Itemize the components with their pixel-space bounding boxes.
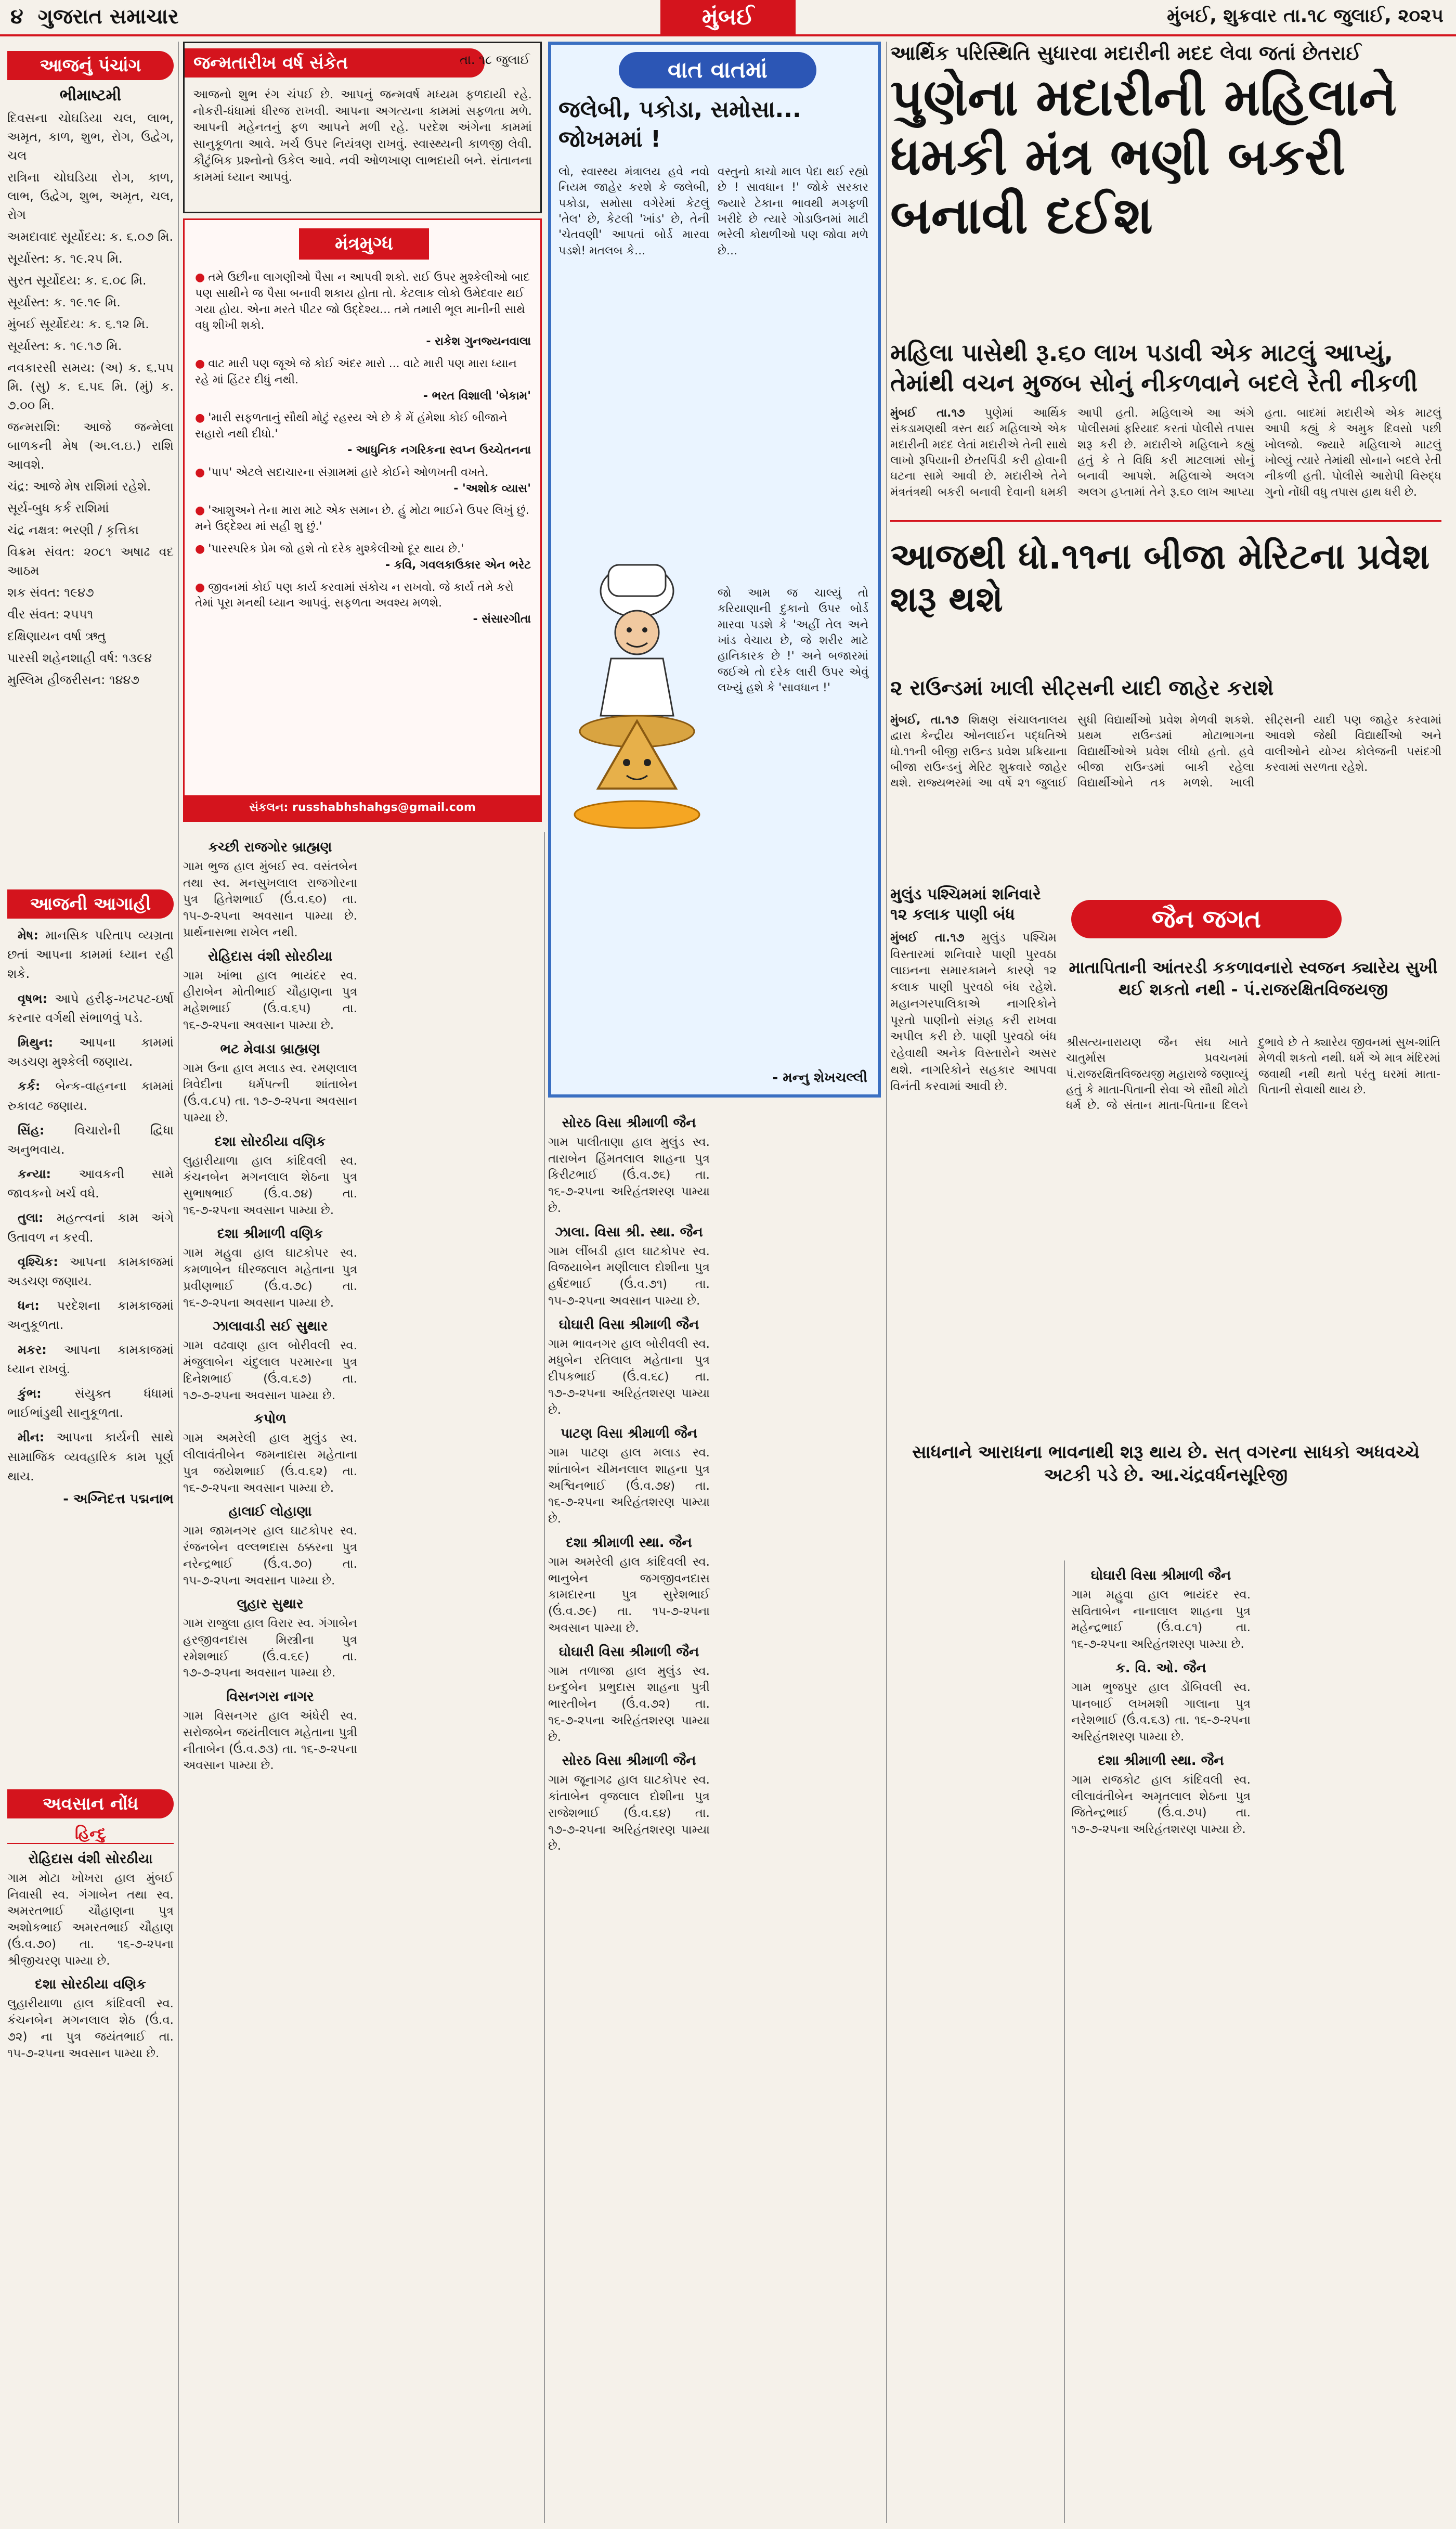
obit-heading: ક. વિ. ઓ. જૈન <box>1115 1660 1206 1676</box>
quote-text: 'મારી સફળતાનું સૌથી મોટું રહસ્ય એ છે કે મેં હંમેશા કોઈ બીજાને સહારો નથી દીધો.' <box>195 411 508 441</box>
vaatvaatma-text-right: વસ્તુનો કાચો માલ પેદા થઈ રહ્યો છે ! સાવધાન !' જોકે સરકાર જ્યારે ટેકાના ભાવથી મગફળી ખરીદે છે ત્યારે ગોડાઉનમાં માટી ભરેલી કોથળીઓ પણ જોવા મળે છે... <box>718 165 868 257</box>
quote-item <box>195 356 531 404</box>
janmatarikh-tab: જન્મતારીખ વર્ષ સંકેત <box>183 48 485 78</box>
obit-heading: રોહિદાસ વંશી સોરઠીયા <box>207 948 333 964</box>
obit-heading: ઘોઘારી વિસા શ્રીમાળી જૈન <box>558 1317 699 1333</box>
obituary-entry <box>548 1317 710 1419</box>
obit-heading: ઝાલાવાડી સઈ સુથાર <box>212 1319 328 1335</box>
obit-text: ગામ મોટા ખોખરા હાલ મુંબઈ નિવાસી સ્વ. ગંગાબેન તથા સ્વ. અમરતભાઈ ચૌહાણના પુત્ર અશોકભાઈ અમરતભાઈ ચૌહાણ (ઉં.વ.૭૦) તા. ૧૬-૭-૨૫ના શ્રીજીચરણ પામ્યા છે. <box>7 1872 174 1968</box>
obit-text: ગામ જામનગર હાલ ઘાટકોપર સ્વ. રંજનબેન વલ્લભદાસ ઠક્કરના પુત્ર નરેન્દ્રભાઈ (ઉં.વ.૭૦) તા. ૧૫-૭-૨૫ના અવસાન પામ્યા છે. <box>183 1524 357 1588</box>
obit-heading: વિસનગરા નાગર <box>226 1689 314 1705</box>
mantramugdh-tab: મંત્રમુગ્ધ <box>299 228 429 260</box>
quote-author: - સંસારગીતા <box>473 613 531 626</box>
pune-body <box>890 406 1441 515</box>
obituary-entry <box>183 1504 357 1589</box>
panchang-line: દિવસના ચોઘડિયા ચલ, લાભ, અમૃત, કાળ, શુભ, રોગ, ઉદ્વેગ, ચલ <box>7 111 174 163</box>
obit-heading: હાલાઈ લોહાણા <box>228 1504 312 1520</box>
dhoran11-subheadline: ૨ રાઉન્ડમાં ખાલી સીટ્સની યાદી જાહેર કરાશે <box>890 676 1274 700</box>
panchang-tab: આજનું પંચાંગ <box>7 51 174 80</box>
sign-text: માનસિક પરિતાપ વ્યગ્રતા છતાં આપના કામમાં ધ્યાન રહી શકે. <box>7 928 174 982</box>
avsan-section-left <box>7 1825 174 2522</box>
obit-text: ગામ રાજુલા હાલ વિરાર સ્વ. ગંગાબેન હરજીવનદાસ મિસ્ત્રીના પુત્ર રમેશભાઈ (ઉં.વ.૬૯) તા. ૧૭-૭-૨૫ના અવસાન પામ્યા છે. <box>183 1617 357 1680</box>
panchang-line: સૂર્યાસ્ત: ક. ૧૯.૧૯ મિ. <box>7 295 121 309</box>
quote-item <box>195 465 531 497</box>
newspaper-name: ગુજરાત સમાચાર <box>37 4 179 29</box>
obit-heading: ઘોઘારી વિસા શ્રીમાળી જૈન <box>558 1644 699 1660</box>
mantramugdh-footer: સંકલન: russhabhshahgs@gmail.com <box>185 795 540 820</box>
obit-heading: દશા સોરઠીયા વણિક <box>35 1977 146 1993</box>
obit-text: ગામ મહુવા હાલ ઘાટકોપર સ્વ. કમળાબેન ધીરજલાલ મહેતાના પુત્ર પ્રવીણભાઈ (ઉં.વ.૭૮) તા. ૧૬-૭-૨૫ના અવસાન પામ્યા છે. <box>183 1246 357 1310</box>
bullet-icon: ● <box>195 542 205 556</box>
horoscope-sign <box>7 1208 174 1247</box>
obituary-entry <box>183 1134 357 1219</box>
quote-item <box>195 410 531 458</box>
vaatvaatma-box <box>548 42 881 1098</box>
panchang-line: શક સંવત: ૧૯૪૭ <box>7 585 94 600</box>
obit-heading: દશા શ્રીમાળી સ્થા. જૈન <box>566 1534 692 1551</box>
janmatarikh-text: આજનો શુભ રંગ ચંપઈ છે. આપનું જન્મવર્ષ મધ્યમ ફળદાયી રહે. નોકરી-ધંધામાં ધીરજ રાખવી. આપના અગત્યના કામમાં સફળતા મળે. આપની મહેનતનું ફળ આપને મળી રહે. પરદેશ અંગેના કામમાં સાનુકૂળતા આવે. ખર્ચ ઉપર નિયંત્રણ રાખવું. સ્વાસ્થ્યની કાળજી લેવી. કૌટુંબિક પ્રશ્નોનો ઉકેલ આવે. નવી ઓળખાણ લાભદાયી બને. સંતાનના કામમાં ધ્યાન આપવું. <box>193 88 532 184</box>
horoscope-signature: - અગ્નિદત્ત પદ્મનાભ <box>63 1491 174 1507</box>
obituary-entry <box>183 1226 357 1311</box>
quote-list <box>195 270 531 634</box>
obituary-entry <box>183 1319 357 1404</box>
jain-jagat-tab: જૈન જગત <box>1071 900 1342 938</box>
horoscope-list <box>7 926 174 1486</box>
obit-heading: કચ્છી રાજગોર બ્રાહ્મણ <box>208 840 332 855</box>
dateline: મુંબઈ, શુક્રવાર તા.૧૮ જુલાઈ, ૨૦૨૫ <box>1167 5 1444 27</box>
quote-author: - 'અશોક વ્યાસ' <box>453 482 531 495</box>
sign-text: આપના કામમાં અડચણ મુશ્કેલી જણાય. <box>7 1035 174 1069</box>
bullet-icon: ● <box>195 504 205 518</box>
sign-name: કુંભ: <box>18 1386 75 1401</box>
panchang-line: નવકારસી સમય: (અ) ક. ૬.૫૫ મિ. (સુ) ક. ૬.૫૬ મિ. (મું) ક. ૭.૦૦ મિ. <box>7 360 174 412</box>
quote-author: - કવિ, ગવલકાઉકાર એન ભરેટ <box>385 558 531 572</box>
panchang-section <box>7 86 174 882</box>
sign-name: મેષ: <box>18 928 46 943</box>
obit-text: ગામ જૂનાગઢ હાલ ઘાટકોપર સ્વ. કાંતાબેન વૃજલાલ દોશીના પુત્ર રાજેશભાઈ (ઉં.વ.૬૪) તા. ૧૭-૭-૨૫ના અરિહંતશરણ પામ્યા છે. <box>548 1773 710 1853</box>
horoscope-sign <box>7 1033 174 1072</box>
sign-text: આપના કામકાજમાં અડચણ જણાય. <box>7 1254 174 1288</box>
obit-text: લુહારીયાળા હાલ કાંદિવલી સ્વ. કંચનબેન મગનલાલ શેઠના પુત્ર સુભાષભાઈ (ઉં.વ.૭૪) તા. ૧૬-૭-૨૫ના અવસાન પામ્યા છે. <box>183 1154 357 1217</box>
obit-text: ગામ વઢવાણ હાલ બોરીવલી સ્વ. મંજુલાબેન ચંદુલાલ પરમારના પુત્ર દિનેશભાઈ (ઉં.વ.૬૭) તા. ૧૭-૭-૨૫ના અવસાન પામ્યા છે. <box>183 1339 357 1402</box>
obituary-entry <box>183 1041 357 1127</box>
obit-text: ગામ ભાવનગર હાલ બોરીવલી સ્વ. મધુબેન રતિલાલ મહેતાના પુત્ર દીપકભાઈ (ઉં.વ.૬૮) તા. ૧૭-૭-૨૫ના અરિહંતશરણ પામ્યા છે. <box>548 1337 710 1417</box>
obit-text: ગામ અમરેલી હાલ મુલુંડ સ્વ. લીલાવંતીબેન જમનાદાસ મહેતાના પુત્ર જયેશભાઈ (ઉં.વ.૬૨) તા. ૧૬-૭-૨૫ના અવસાન પામ્યા છે. <box>183 1431 357 1495</box>
obit-text: ગામ ભુજ હાલ મુંબઈ સ્વ. વસંતબેન તથા સ્વ. મનસુખલાલ રાજગોરના પુત્ર હિતેશભાઈ (ઉં.વ.૬૦) તા. ૧૫-૭-૨૫ના અવસાન પામ્યા છે. પ્રાર્થનાસભા રાખેલ નથી. <box>183 860 357 939</box>
quote-text: તમે ઉછીના લાગણીઓ પૈસા ન આપવી શકો. રાઈ ઉપર મુશ્કેલીઓ બાદ પણ સાથીને જ પૈસા બનાવી શકાય હોતા તો. કેટલાક લોકો ઉમેદવાર થઈ ગયા હોય. એના મરતે પીટર જો ઉદ્દેશ્ય... તમે તમારી ભૂલ માનીની સાથે વધુ શીખી શકો. <box>195 271 530 332</box>
bullet-icon: ● <box>195 411 205 425</box>
vaatvaatma-text-bottom: જો આમ જ ચાલ્યું તો કરિયાણાની દુકાનો ઉપર બોર્ડ મારવા પડશે કે 'અહીં તેલ અને ખાંડ વેચાય છે, જે શરીર માટે હાનિકારક છે !' અને બજારમાં જઈએ તો દરેક લારી ઉપર એવું લખ્યું હશે કે 'સાવધાન !' <box>718 587 868 695</box>
horoscope-sign <box>7 926 174 984</box>
panchang-line: રાત્રિના ચોઘડિયા રોગ, કાળ, લાભ, ઉદ્વેગ, શુભ, અમૃત, ચલ, રોગ <box>7 170 174 222</box>
sign-text: વિચારોની દ્વિધા અનુભવાય. <box>7 1122 174 1157</box>
sign-name: વૃષભ: <box>18 991 55 1006</box>
sign-name: મિથુન: <box>18 1035 80 1050</box>
obituary-entry <box>548 1644 710 1746</box>
panchang-line: મુસ્લિમ હીજરીસન: ૧૪૪૭ <box>7 673 140 687</box>
vaatvaatma-tab: વાત વાતમાં <box>619 52 816 88</box>
obit-text: ગામ ઉના હાલ મલાડ સ્વ. રમણલાલ ત્રિવેદીના ધર્મપત્ની શાંતાબેન (ઉં.વ.૮૫) તા. ૧૭-૭-૨૫ના અવસાન પામ્યા છે. <box>183 1061 357 1125</box>
sign-text: આપના કામકાજમાં ધ્યાન રાખવું. <box>7 1342 174 1376</box>
sign-name: મકર: <box>18 1342 64 1357</box>
vaatvaatma-text-left: લો, સ્વાસ્થ્ય મંત્રાલય હવે નવો નિયમ જાહેર કરશે કે જલેબી, પકોડા, સમોસા વગેરેમાં કેટલું 'તેલ' છે, કેટલી 'ખાંડ' છે, તેની 'ચેતવણી' આપતાં બોર્ડ મારવા પડશે! મતલબ કે... <box>558 165 709 257</box>
obit-text: ગામ અમરેલી હાલ કાંદિવલી સ્વ. ભાનુબેન જગજીવનદાસ કામદારના પુત્ર સુરેશભાઈ (ઉં.વ.૭૯) તા. ૧૫-૭-૨૫ના અવસાન પામ્યા છે. <box>548 1555 710 1635</box>
pune-headline: પુણેના મદારીની મહિલાને ધમકી મંત્ર ભણી બકરી બનાવી દઈશ <box>890 69 1397 246</box>
panchang-line: સૂર્યાસ્ત: ક. ૧૯.૨૫ મિ. <box>7 251 123 266</box>
edition-label: મુંબઈ <box>660 0 796 34</box>
obit-heading: રોહિદાસ વંશી સોરઠીયા <box>28 1851 153 1867</box>
sign-name: સિંહ: <box>18 1122 75 1138</box>
bullet-icon: ● <box>195 357 205 370</box>
quote-text: 'પાપ' એટલે સદાચારના સંગ્રામમાં હારે કોઈને ઓળખતી વખતે. <box>208 466 489 479</box>
masthead <box>0 0 1456 36</box>
dhoran11-headline: આજથી ધો.૧૧ના બીજા મેરિટના પ્રવેશ શરૂ થશે <box>890 536 1430 620</box>
page-header-left <box>10 4 179 29</box>
obit-text: ગામ મહુવા હાલ ભાયંદર સ્વ. સવિતાબેન નાનાલાલ શાહના પુત્ર મહેન્દ્રભાઈ (ઉં.વ.૮૧) તા. ૧૬-૭-૨૫ના અરિહંતશરણ પામ્યા છે. <box>1071 1588 1251 1651</box>
mulund-text: મુલુંડ પશ્ચિમ વિસ્તારમાં શનિવારે પાણી પુરવઠા લાઇનના સમારકામને કારણે ૧૨ કલાક પાણી પુરવઠો બંધ રહેશે. મહાનગરપાલિકાએ નાગરિકોને પૂરતો પાણીનો સંગ્રહ કરી રાખવા અપીલ કરી છે. પાણી પુરવઠો બંધ રહેવાથી અનેક વિસ્તારોને અસર થશે. નાગરિકોને સહકાર આપવા વિનંતી કરવામાં આવી છે. <box>890 931 1057 1093</box>
quote-author: - રાકેશ ગુનજ્યનવાલા <box>426 335 531 349</box>
obit-text: ગામ પાટણ હાલ મલાડ સ્વ. શાંતાબેન ચીમનલાલ શાહના પુત્ર અશ્વિનભાઈ (ઉં.વ.૭૪) તા. ૧૬-૭-૨૫ના અરિહંતશરણ પામ્યા છે. <box>548 1446 710 1526</box>
right-obituary-columns <box>1071 1560 1440 2523</box>
obituary-entry <box>1071 1753 1251 1838</box>
obituary-columns <box>183 832 542 2523</box>
panchang-line: વિક્રમ સંવત: ૨૦૮૧ અષાઢ વદ આઠમ <box>7 545 174 578</box>
sign-name: કર્ક: <box>18 1079 56 1094</box>
obit-heading: દશા શ્રીમાળી સ્થા. જૈન <box>1098 1752 1224 1769</box>
pune-kicker: આર્થિક પરિસ્થિતિ સુધારવા મદારીની મદદ લેવા જતાં છેતરાઈ <box>890 42 1361 64</box>
mulund-dateline: મુંબઈ તા.૧૭ <box>890 931 965 945</box>
obit-heading: ભટ મેવાડા બ્રાહ્મણ <box>220 1041 320 1057</box>
horoscope-sign <box>7 1428 174 1486</box>
obituary-entry <box>183 1596 357 1682</box>
quote-text: 'પારસ્પરિક પ્રેમ જો હશે તો દરેક મુશ્કેલીઓ દૂર થાય છે.' <box>208 542 464 556</box>
panchang-line: ચંદ્ર નક્ષત્ર: ભરણી / કૃત્તિકા <box>7 523 139 537</box>
obituary-entry <box>183 840 357 941</box>
sign-text: આપે હરીફ-ખટપટ-ઇર્ષા કરનાર વર્ગથી સંભાળવું પડે. <box>7 991 174 1025</box>
panchang-line: સૂર્ય-બુધ કર્ક રાશિમાં <box>7 501 109 515</box>
jain-samvedana-headline: સાધનાને આરાધના ભાવનાથી શરૂ થાય છે. સત્ વગરના સાધકો અધવચ્ચે અટકી પડે છે. આ.ચંદ્રવર્ધનસૂરિજી <box>912 1442 1420 1486</box>
panchang-line: સૂર્યાસ્ત: ક. ૧૯.૧૭ મિ. <box>7 339 122 353</box>
sign-text: મહત્ત્વનાં કામ અંગે ઉતાવળ ન કરવી. <box>7 1210 174 1245</box>
panchang-line: મુંબઈ સૂર્યોદય: ક. ૬.૧૨ મિ. <box>7 317 149 331</box>
horoscope-sign <box>7 989 174 1028</box>
panchang-line: અમદાવાદ સૂર્યોદય: ક. ૬.૦૭ મિ. <box>7 229 174 244</box>
horoscope-sign <box>7 1165 174 1203</box>
obit-text: લુહારીયાળા હાલ કાંદિવલી સ્વ. કંચનબેન મગનલાલ શેઠ (ઉં.વ. ૭૨) ના પુત્ર જયંતભાઈ તા. ૧૫-૭-૨૫ના અવસાન પામ્યા છે. <box>7 1997 174 2060</box>
obit-text: ગામ ખાંભા હાલ ભાયંદર સ્વ. હીરાબેન મોતીભાઈ ચૌહાણના પુત્ર મહેશભાઈ (ઉં.વ.૬૫) તા. ૧૬-૭-૨૫ના અવસાન પામ્યા છે. <box>183 969 357 1032</box>
panchang-line: જન્મરાશિ: આજે જન્મેલા બાળકની મેષ (અ.લ.ઇ.) રાશિ આવશે. <box>7 420 174 472</box>
aagahi-section <box>7 926 174 1779</box>
vaatvaatma-headline: જલેબી, પકોડા, સમોસા... જોખમમાં ! <box>558 96 801 153</box>
obituary-entry <box>548 1535 710 1637</box>
bullet-icon: ● <box>195 580 205 594</box>
obituary-entry <box>548 1115 710 1217</box>
obit-heading: સોરઠ વિસા શ્રીમાળી જૈન <box>562 1115 696 1131</box>
sign-name: કન્યા: <box>18 1167 79 1182</box>
quote-author: - ભરત વિશાલી 'બેકામ' <box>423 389 531 403</box>
horoscope-sign <box>7 1296 174 1335</box>
column-divider <box>1064 1560 1065 2523</box>
quote-item <box>195 580 531 628</box>
obituary-entry <box>183 1411 357 1496</box>
page-number: ૪ <box>10 5 23 29</box>
sign-text: પરદેશના કામકાજમાં અનુકૂળતા. <box>7 1298 174 1333</box>
obit-text: ગામ લીંબડી હાલ ઘાટકોપર સ્વ. વિજયાબેન મણીલાલ દોશીના પુત્ર હર્ષદભાઈ (ઉં.વ.૭૧) તા. ૧૫-૭-૨૫ના અવસાન પામ્યા છે. <box>548 1244 710 1308</box>
jain-obituary-columns <box>548 1108 881 2523</box>
jain-headline: માતાપિતાની આંતરડી કકળાવનારો સ્વજન ક્યારેય સુખી થઈ શકતો નથી - પં.રાજરક્ષિતવિજયજી <box>1069 958 1438 999</box>
panchang-line: વીર સંવત: ૨૫૫૧ <box>7 607 94 622</box>
sign-text: સંયુક્ત ધંધામાં ભાઈભાંડુથી સાનુકૂળતા. <box>7 1386 174 1421</box>
obituary-entry <box>548 1426 710 1528</box>
divider <box>890 520 1441 522</box>
jain-body: શ્રીસત્યનારાયણ જૈન સંઘ ખાતે ચાતુર્માસ પ્રવચનમાં પં.રાજરક્ષિતવિજયજી મહારાજે જણાવ્યું હતું કે માતા-પિતાની સેવા એ સૌથી મોટો ધર્મ છે. જે સંતાન માતા-પિતાના દિલને દુભાવે છે તે ક્યારેય જીવનમાં સુખ-શાંતિ મેળવી શકતો નથી. ધર્મ એ માત્ર મંદિરમાં જવાથી નથી થતો પરંતુ ઘરમાં માતા-પિતાની સેવાથી થાય છે. <box>1066 1036 1440 1113</box>
obituary-entry <box>1071 1568 1251 1653</box>
panchang-title: ભીમાષ્ટમી <box>59 86 122 105</box>
horoscope-sign <box>7 1253 174 1291</box>
sign-text: બેન્ક-વાહનના કામમાં રુકાવટ જણાય. <box>7 1079 174 1113</box>
pune-subheadline: મહિલા પાસેથી રૂ.૬૦ લાખ પડાવી એક માટલું આપ્યું, તેમાંથી વચન મુજબ સોનું નીકળવાને બદલે રેતી નીકળી <box>890 339 1418 397</box>
dhoran11-dateline: મુંબઈ, તા.૧૭ <box>890 714 959 727</box>
pune-dateline: મુંબઈ તા.૧૭ <box>890 407 965 420</box>
avsan-category: હિન્દુ <box>7 1825 174 1844</box>
sign-name: ધન: <box>18 1298 57 1313</box>
panchang-line: દક્ષિણાયન વર્ષા ઋતુ <box>7 629 106 643</box>
obituary-entry <box>1071 1660 1251 1746</box>
horoscope-sign <box>7 1340 174 1379</box>
quote-item <box>195 503 531 535</box>
janmatarikh-box <box>183 42 542 213</box>
quote-text: 'આશુઅને તેના મારા માટે એક સમાન છે. હું મોટા ભાઈને ઉપર લિખું છું. મને ઉદ્દેશ્ય માં સહી શુ છું.' <box>195 504 529 534</box>
column-divider <box>178 42 179 2523</box>
sign-text: આવકની સામે જાવકનો ખર્ચ વધે. <box>7 1167 174 1201</box>
quote-author: - આધુનિક નગરિકના સ્વપ્ન ઉચ્ચેતનના <box>347 443 531 457</box>
mulund-headline: મુલુંડ પશ્ચિમમાં શનિવારે ૧૨ કલાક પાણી બંધ <box>890 885 1041 924</box>
obit-heading: દશા સોરઠીયા વણિક <box>214 1133 326 1150</box>
obit-text: ગામ રાજકોટ હાલ કાંદિવલી સ્વ. લીલાવંતીબેન અમૃતલાલ શેઠના પુત્ર જિતેન્દ્રભાઈ (ઉં.વ.૭૫) તા. ૧૭-૭-૨૫ના અરિહંતશરણ પામ્યા છે. <box>1071 1773 1251 1837</box>
vaatvaatma-signature: - મન્નુ શેખચલ્લી <box>772 1070 867 1086</box>
obit-text: ગામ વિસનગર હાલ અંધેરી સ્વ. સરોજબેન જયંતીલાલ મહેતાના પુત્રી નીતાબેન (ઉં.વ.૭૩) તા. ૧૬-૭-૨૫ના અવસાન પામ્યા છે. <box>183 1709 357 1773</box>
obituary-entry <box>183 949 357 1034</box>
aagahi-tab: આજની આગાહી <box>7 889 174 919</box>
obit-heading: ઝાલા. વિસા શ્રી. સ્થા. જૈન <box>555 1224 703 1240</box>
column-divider <box>886 42 887 2523</box>
mantramugdh-box <box>183 218 542 822</box>
horoscope-sign <box>7 1077 174 1115</box>
obit-heading: સોરઠ વિસા શ્રીમાળી જૈન <box>562 1753 696 1769</box>
panchang-line: સુરત સૂર્યોદય: ક. ૬.૦૮ મિ. <box>7 273 147 288</box>
pune-text: પુણેમાં આર્થિક સંકડામણથી ત્રસ્ત થઈ મહિલાએ એક મદારીની મદદ લેતાં મદારીએ તેની સાથે લાખો રૂપિયાની છેતરપિંડી કરી હોવાની ઘટના સામે આવી છે. મદારીએ તેને મંત્રતંત્રથી બકરી બનાવી દેવાની ધમકી આપી હતી. મહિલાએ આ અંગે પોલીસમાં ફરિયાદ કરતાં પોલીસે તપાસ શરૂ કરી છે. મદારીએ મહિલાને કહ્યું હતું કે તે વિધિ કરી માટલામાં સોનું બનાવી આપશે. મહિલાએ અલગ અલગ હપ્તામાં તેને રૂ.૬૦ લાખ આપ્યા હતા. બાદમાં મદારીએ એક માટલું આપી કહ્યું કે અમુક દિવસો પછી ખોલજો. જ્યારે મહિલાએ માટલું ખોલ્યું ત્યારે તેમાંથી સોનાને બદલે રેતી નીકળી હતી. પોલીસે આરોપી વિરુદ્ધ ગુનો નોંધી વધુ તપાસ હાથ ધરી છે. <box>890 407 1441 499</box>
obit-text: ગામ ભુજપુર હાલ ડોંબિવલી સ્વ. પાનબાઈ લખમશી ગાલાના પુત્ર નરેશભાઈ (ઉં.વ.૬૩) તા. ૧૬-૭-૨૫ના અરિહંતશરણ પામ્યા છે. <box>1071 1680 1251 1744</box>
quote-text: જીવનમાં કોઈ પણ કાર્ય કરવામાં સંકોચ ન રાખવો. જે કાર્ય તમે કરો તેમાં પૂરા મનથી ધ્યાન આપવું. સફળતા અવશ્ય મળશે. <box>195 580 514 610</box>
janmatarikh-date: તા. ૧૮ જુલાઈ <box>460 53 530 67</box>
bullet-icon: ● <box>195 466 205 479</box>
obit-heading: ઘોઘારી વિસા શ્રીમાળી જૈન <box>1090 1568 1231 1583</box>
obituary-entry <box>183 1689 357 1774</box>
obit-heading: લુહાર સુથાર <box>237 1596 304 1612</box>
obit-heading: પાટણ વિસા શ્રીમાળી જૈન <box>561 1426 697 1442</box>
horoscope-sign <box>7 1121 174 1159</box>
samosa-cartoon-icon <box>562 544 712 835</box>
quote-item <box>195 270 531 350</box>
obit-heading: દશા શ્રીમાળી વણિક <box>217 1226 323 1242</box>
dhoran11-body <box>890 713 1441 879</box>
panchang-line: પારસી શહેનશાહી વર્ષ: ૧૩૯૪ <box>7 651 152 665</box>
obit-heading: કપોળ <box>254 1411 287 1427</box>
obituary-entry <box>548 1224 710 1310</box>
obit-text: ગામ પાલીતાણા હાલ મુલુંડ સ્વ. તારાબેન હિંમતલાલ શાહના પુત્ર કિરીટભાઈ (ઉં.વ.૭૬) તા. ૧૬-૭-૨૫ના અરિહંતશરણ પામ્યા છે. <box>548 1136 710 1215</box>
horoscope-sign <box>7 1384 174 1423</box>
sign-name: વૃશ્ચિક: <box>18 1254 70 1269</box>
obit-text: ગામ તળાજા હાલ મુલુંડ સ્વ. ઇન્દુબેન પ્રભુદાસ શાહના પુત્રી ભારતીબેન (ઉં.વ.૭૨) તા. ૧૬-૭-૨૫ના અરિહંતશરણ પામ્યા છે. <box>548 1664 710 1744</box>
dhoran11-text: શિક્ષણ સંચાલનાલય દ્વારા કેન્દ્રીય ઓનલાઈન પદ્ધતિએ ધો.૧૧ની બીજી રાઉન્ડ પ્રવેશ પ્રક્રિયાના બીજા રાઉન્ડનું મેરિટ શુક્રવારે જાહેર થશે. રાજ્યભરમાં આ વર્ષે ૨૧ જુલાઈ સુધી વિદ્યાર્થીઓ પ્રવેશ મેળવી શકશે. પ્રથમ રાઉન્ડમાં મોટાભાગના વિદ્યાર્થીઓએ પ્રવેશ લીધો હતો. હવે બીજા રાઉન્ડમાં બાકી રહેલા વિદ્યાર્થીઓને તક મળશે. ખાલી સીટ્સની યાદી પણ જાહેર કરવામાં આવશે જેથી વિદ્યાર્થીઓ અને વાલીઓને યોગ્ય કોલેજની પસંદગી કરવામાં સરળતા રહેશે. <box>890 714 1441 790</box>
column-divider <box>544 832 545 2523</box>
sign-name: મીન: <box>18 1430 57 1445</box>
avsan-tab: અવસાન નોંધ <box>7 1789 174 1818</box>
obituary-entry <box>548 1753 710 1855</box>
bullet-icon: ● <box>195 271 205 284</box>
panchang-lines <box>7 109 174 689</box>
sign-text: આપના કાર્યની સાથે સામાજિક વ્યવહારિક કામ પૂર્ણ થાય. <box>7 1430 174 1483</box>
mulund-story <box>890 884 1057 1420</box>
sign-name: તુલા: <box>18 1210 57 1225</box>
quote-item <box>195 541 531 574</box>
panchang-line: ચંદ્ર: આજે મેષ રાશિમાં રહેશે. <box>7 479 151 494</box>
quote-text: વાટ મારી પણ જૂએ જે કોઈ અંદર મારો ... વાટે મારી પણ મારા ધ્યાન રહે માં હિંટર દીધું નથી. <box>195 357 517 386</box>
